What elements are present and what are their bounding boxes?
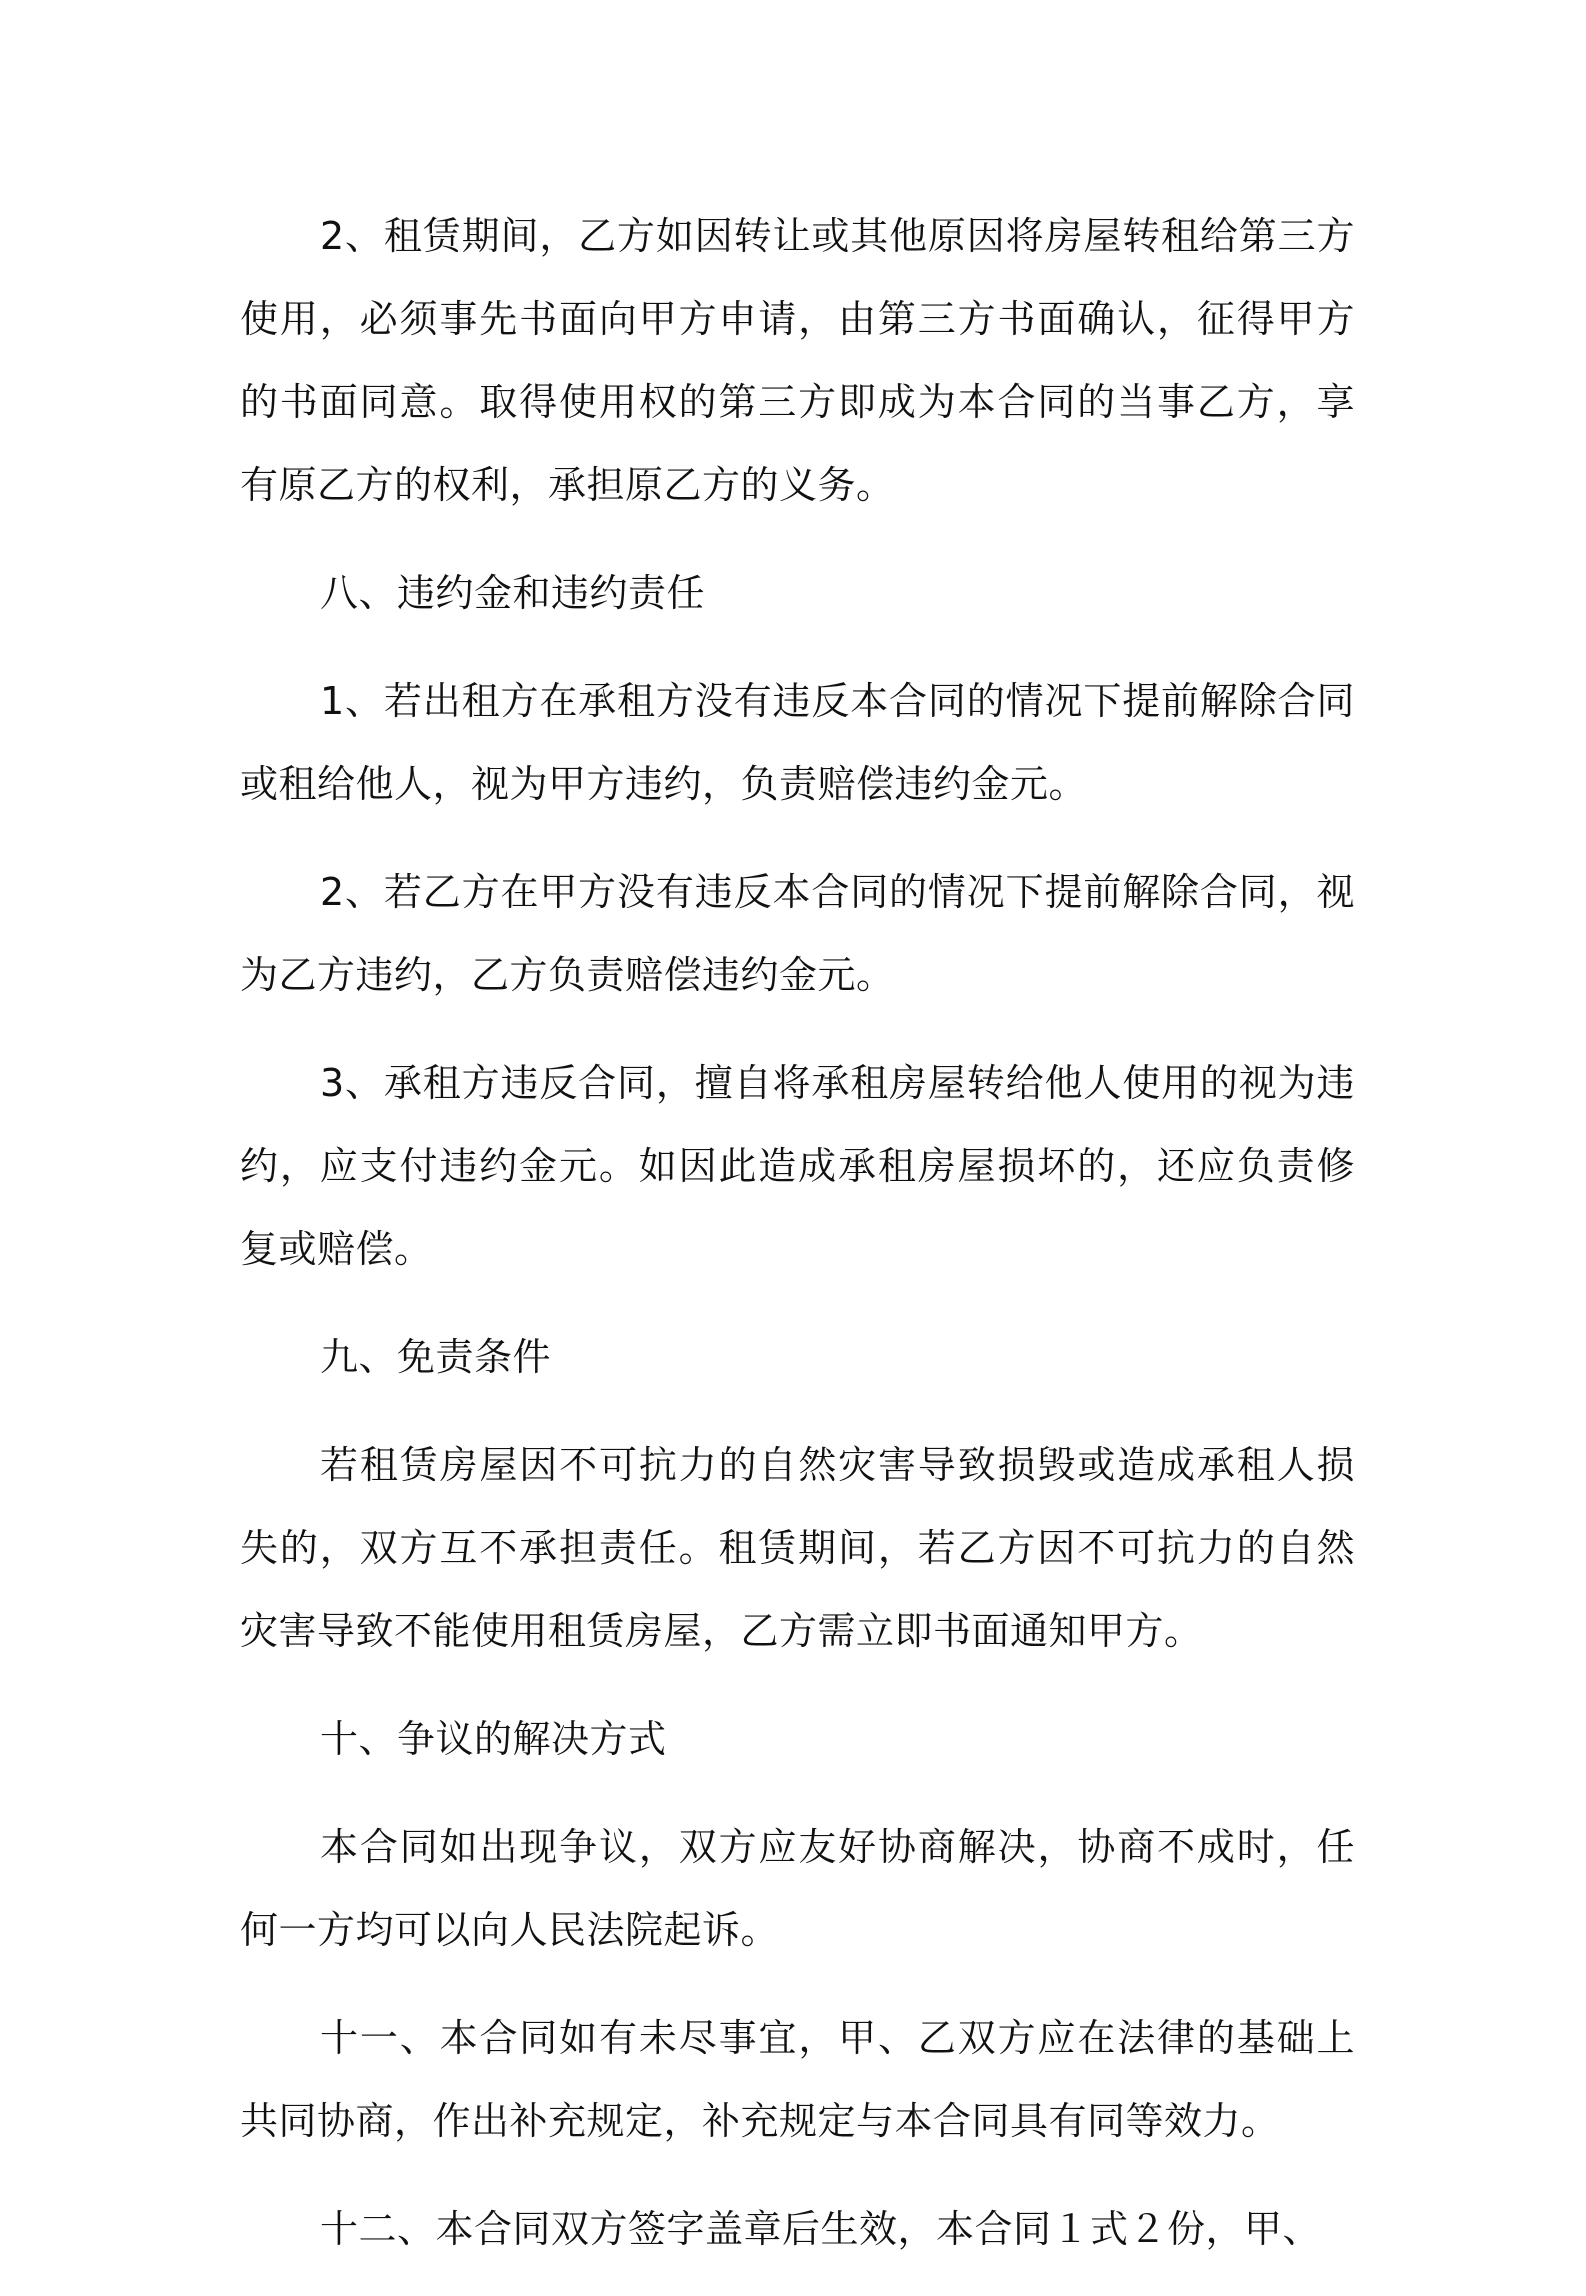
document-body <box>240 195 1355 2296</box>
clause-10-body: 本合同如出现争议，双方应友好协商解决，协商不成时，任何一方均可以向人民法院起诉。 <box>240 1825 1355 1952</box>
clause-8-3: 3、承租方违反合同，擅自将承租房屋转给他人使用的视为违约，应支付违约金元。如因此造成承租房屋损坏的，还应负责修复或赔偿。 <box>240 1061 1355 1271</box>
clause-8-2: 2、若乙方在甲方没有违反本合同的情况下提前解除合同，视为乙方违约，乙方负责赔偿违约金元。 <box>240 870 1355 997</box>
section-heading-8: 八、违约金和违约责任 <box>320 571 706 615</box>
clause-7-2: 2、租赁期间，乙方如因转让或其他原因将房屋转租给第三方使用，必须事先书面向甲方申请，由第三方书面确认，征得甲方的书面同意。取得使用权的第三方即成为本合同的当事乙方，享有原乙方的权利，承担原乙方的义务。 <box>240 214 1355 507</box>
clause-11: 十一、本合同如有未尽事宜，甲、乙双方应在法律的基础上共同协商，作出补充规定，补充规定与本合同具有同等效力。 <box>240 2016 1355 2143</box>
clause-8-1: 1、若出租方在承租方没有违反本合同的情况下提前解除合同或租给他人，视为甲方违约，负责赔偿违约金元。 <box>240 679 1355 806</box>
section-heading-9: 九、免责条件 <box>320 1335 552 1379</box>
clause-12: 十二、本合同双方签字盖章后生效，本合同１式２份，甲、 <box>320 2207 1322 2251</box>
section-heading-10: 十、争议的解决方式 <box>320 1717 667 1761</box>
clause-9-body: 若租赁房屋因不可抗力的自然灾害导致损毁或造成承租人损失的，双方互不承担责任。租赁期间，若乙方因不可抗力的自然灾害导致不能使用租赁房屋，乙方需立即书面通知甲方。 <box>240 1443 1355 1653</box>
